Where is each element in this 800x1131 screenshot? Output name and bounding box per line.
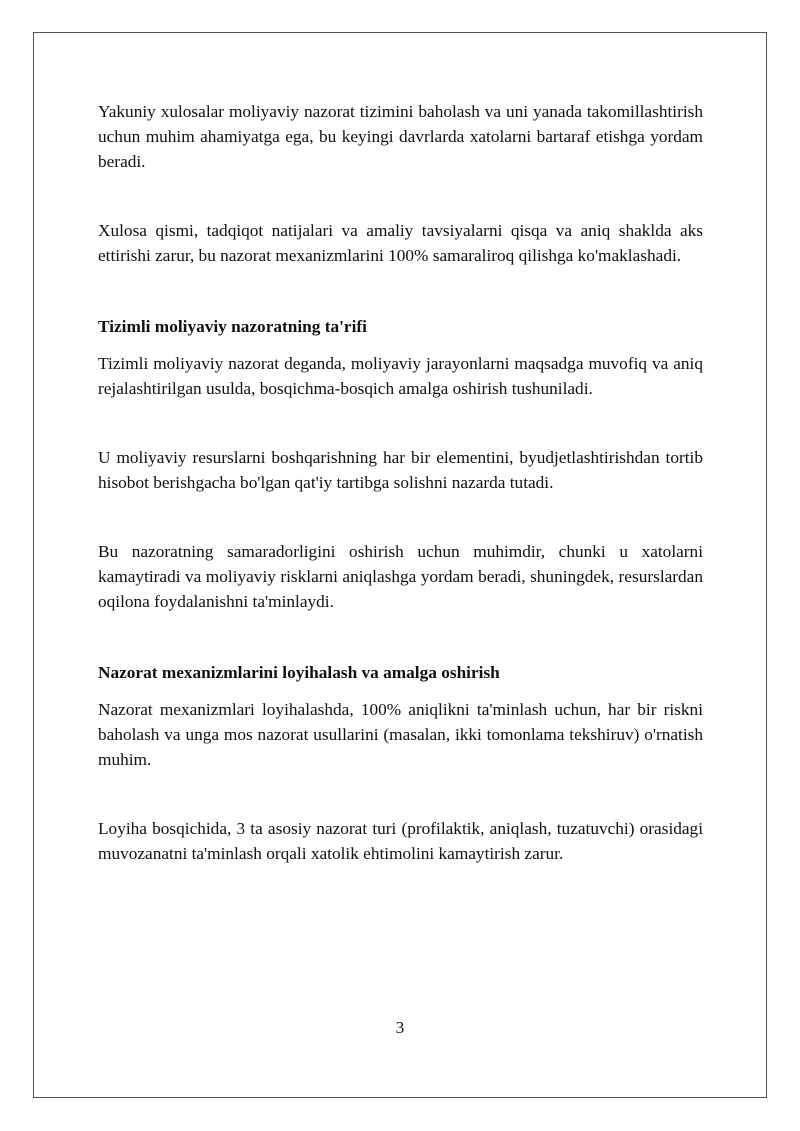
paragraph-definition: Tizimli moliyaviy nazorat deganda, moliyaviy jarayonlarni maqsadga muvofiq va aniq rejalashtirilgan usulda, bosqichma-bosqich amalga oshirish tushuniladi. bbox=[98, 354, 703, 398]
section-heading-definition: Tizimli moliyaviy nazoratning ta'rifi bbox=[98, 317, 367, 336]
paragraph-conclusion-section: Xulosa qismi, tadqiqot natijalari va amaliy tavsiyalarni qisqa va aniq shaklda aks ettirishi zarur, bu nazorat mexanizmlarini 100% samaraliroq qilishga ko'maklashadi. bbox=[98, 221, 703, 265]
page-content bbox=[98, 99, 703, 866]
paragraph-project-stage: Loyiha bosqichida, 3 ta asosiy nazorat turi (profilaktik, aniqlash, tuzatuvchi) orasidagi muvozanatni ta'minlash orqali xatolik ehtimolini kamaytirish zarur. bbox=[98, 819, 703, 863]
paragraph-final-conclusions: Yakuniy xulosalar moliyaviy nazorat tizimini baholash va uni yanada takomillashtirish uchun muhim ahamiyatga ega, bu keyingi davrlarda xatolarni bartaraf etishga yordam beradi. bbox=[98, 102, 703, 171]
paragraph-mechanism-design: Nazorat mexanizmlari loyihalashda, 100% aniqlikni ta'minlash uchun, har bir riskni baholash va unga mos nazorat usullarini (masalan, ikki tomonlama tekshiruv) o'rnatish muhim. bbox=[98, 700, 703, 769]
page-number: 3 bbox=[395, 1018, 405, 1037]
paragraph-resource-management: U moliyaviy resurslarni boshqarishning har bir elementini, byudjetlashtirishdan tortib hisobot berishgacha bo'lgan qat'iy tartibga solishni nazarda tutadi. bbox=[98, 448, 703, 492]
document-page bbox=[33, 32, 767, 1098]
paragraph-effectiveness: Bu nazoratning samaradorligini oshirish uchun muhimdir, chunki u xatolarni kamaytiradi va moliyaviy risklarni aniqlashga yordam beradi, shuningdek, resurslardan oqilona foydalanishni ta'minlaydi. bbox=[98, 542, 703, 611]
section-heading-mechanisms: Nazorat mexanizmlarini loyihalash va amalga oshirish bbox=[98, 663, 500, 682]
